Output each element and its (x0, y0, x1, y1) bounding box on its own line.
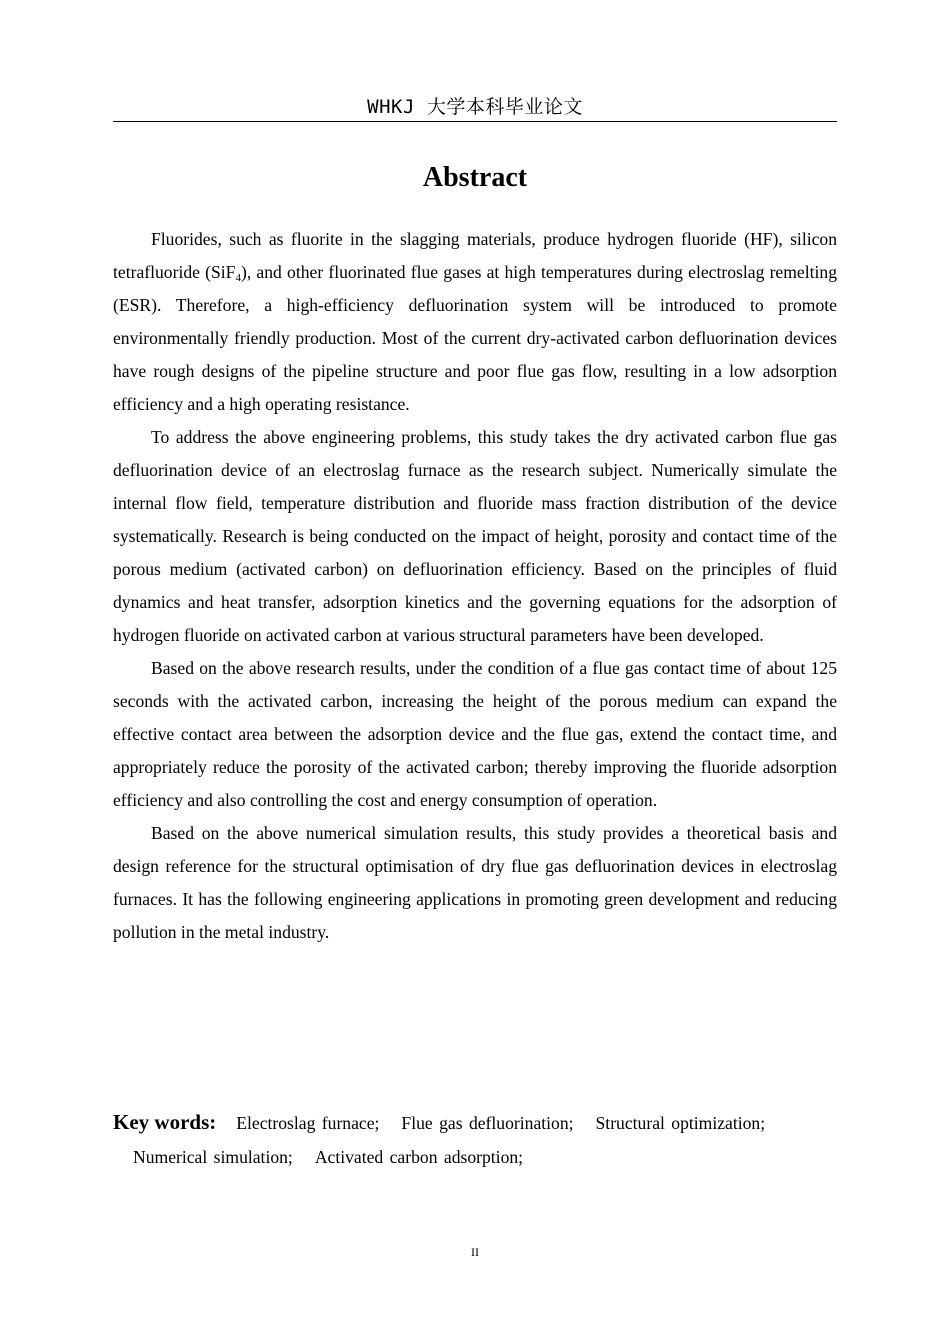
subscript-4: 4 (235, 272, 241, 284)
header-rule (113, 121, 837, 122)
abstract-title: Abstract (422, 162, 528, 193)
keywords-label: Key words: (113, 1110, 217, 1134)
abstract-paragraph-4: Based on the above numerical simulation results, this study provides a theoretical basis and design reference for the structural optimisation of dry flue gas defluorination devices in electroslag furnaces. It has the following engineering applications in promoting green development and reducing pollution in the metal industry. (113, 823, 837, 942)
abstract-paragraph-3: Based on the above research results, under the condition of a flue gas contact time of about 125 seconds with the activated carbon, increasing the height of the porous medium can expand the effective contact area between the adsorption device and the flue gas, extend the contact time, and appropriately reduce the porosity of the activated carbon; thereby improving the fluoride adsorption efficiency and also controlling the cost and energy consumption of operation. (113, 658, 837, 810)
keywords-second-line (113, 1140, 837, 1174)
keyword-item: Electroslag furnace; (236, 1113, 380, 1133)
keywords-block (113, 1105, 837, 1174)
page-number: II (471, 1245, 479, 1259)
keyword-item: Activated carbon adsorption; (314, 1147, 524, 1167)
keyword-item: Numerical simulation; (133, 1147, 293, 1167)
running-header: WHKJ 大学本科毕业论文 (367, 96, 583, 118)
keyword-item: Structural optimization; (595, 1113, 766, 1133)
abstract-paragraph-1 (113, 223, 837, 421)
abstract-body (113, 223, 837, 949)
paragraph-1-text-start: Fluorides, such as fluorite in the slagging materials, produce hydrogen fluoride (HF), silicon tetrafluoride (SiF (113, 229, 837, 282)
keyword-item: Flue gas defluorination; (401, 1113, 574, 1133)
abstract-paragraph-2: To address the above engineering problems, this study takes the dry activated carbon flue gas defluorination device of an electroslag furnace as the research subject. Numerically simulate the internal flow field, temperature distribution and fluoride mass fraction distribution of the device systematically. Research is being conducted on the impact of height, porosity and contact time of the porous medium (activated carbon) on defluorination efficiency. Based on the principles of fluid dynamics and heat transfer, adsorption kinetics and the governing equations for the adsorption of hydrogen fluoride on activated carbon at various structural parameters have been developed. (113, 427, 837, 645)
paragraph-1-text-end: ), and other fluorinated flue gases at high temperatures during electroslag remelting (ESR). Therefore, a high-efficiency defluorination system will be introduced to promote environmentally friendly production. Most of the current dry-activated carbon defluorination devices have rough designs of the pipeline structure and poor flue gas flow, resulting in a low adsorption efficiency and a high operating resistance. (113, 262, 837, 414)
